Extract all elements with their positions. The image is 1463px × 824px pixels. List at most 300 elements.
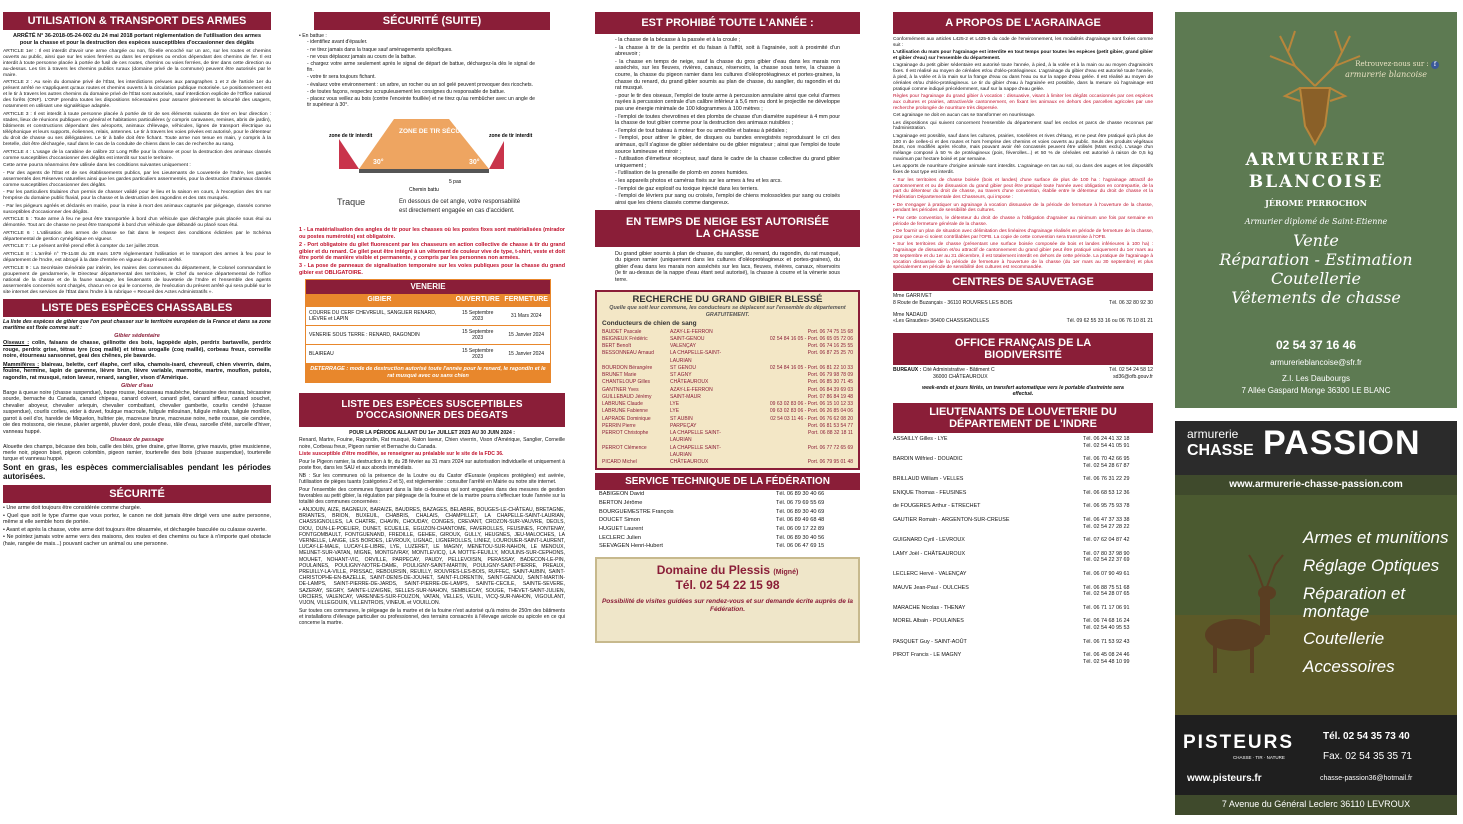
ad2-mail[interactable]: chasse-passion36@hotmail.fr xyxy=(1320,775,1413,782)
conducteur-row xyxy=(602,416,853,423)
agr-p7: L'agrainage est possible, sauf dans les cultures, prairies, roselières et rives d'étang, et ne peut être pratiqué qu'à plus de 100 m de celles-ci et des routes et hors l'emprise des chemins et voies ouverts au public. Seuls des produits végétaux bruts, non modifiés après récolte, mais pouvant avoir été concassés peuvent être utilisés (Maïs exclu). L'usage d'un mélange composé à 50 % de protéagineux (pois, féverolles...) et 50 % de céréales est autorisé à raison de 0,5 kg maximum par hectare boisé et par semaine. xyxy=(893,133,1153,163)
prohibe-item: - l'utilisation de la grenaille de plomb en zones humides. xyxy=(615,170,749,177)
lieutenant-name: PASQUET Guy - SAINT-AOÛT xyxy=(893,638,967,645)
lieutenants-list xyxy=(893,433,1153,665)
pisteurs-sub: CHASSE · TIR · NATURE xyxy=(1233,755,1285,760)
conducteur-row xyxy=(602,379,853,386)
venerie-cell: 15 Septembre 2023 xyxy=(453,345,503,364)
lieutenant-tel-1: Tél. 07 80 37 98 90 xyxy=(1083,550,1130,557)
article-paragraph: ARTICLE 2 : Au sein du domaine privé de l'État, les interdictions prévues aux paragraphes 1 et 2 de l'article 1er du présent arrêté ne s'appliquent qu'aux routes et chemins ouverts à la circulation publique motorisée. Le positionnement est et le tir à travers les autres chemins du domaine privé de l'État sont autorisés, sauf interdiction explicite de l'Office national des forêts (ONF). L'ONF prendra toutes les dispositions nécessaires pour assurer pleinement la sécurité des usagers, notamment en utilisant une signalétique adaptée. xyxy=(3,80,271,110)
ad2-service: Réglage Optiques xyxy=(1303,555,1440,575)
lieutenant-row xyxy=(893,456,1153,469)
conducteur-name: PICARD Michel xyxy=(602,459,637,466)
venerie-col-header: OUVERTURE xyxy=(453,294,503,307)
conducteur-tel: 02 54 03 11 46 - Port. 06 76 62 08 20 xyxy=(770,415,853,422)
zone-left-label: zone de tir interdit xyxy=(329,133,373,140)
conducteur-tel: Port. 06 79 98 78 09 xyxy=(807,372,853,379)
conducteur-tel: Port. 06 74 16 25 55 xyxy=(807,343,853,350)
agr-red: • De fournir un plan de situation avec délimitation des linéaires d'agrainage réalisés en période de fermeture de la chasse, pour que ceux-ci soient contrôlables par l'OFB. La copie de cette convention sera transmise à l'OFB. xyxy=(893,228,1153,240)
venerie-box xyxy=(305,279,551,382)
neige-text: Du grand gibier soumis à plan de chasse, du sanglier, du renard, du ragondin, du rat musqué, du pigeon ramier (uniquement dans les cultures d'oléoprotéagineux et portes-graines), du gibier d'eau dans les marais non asséchés sur les lacs, fleuves, rivières, canaux, réservoirs (le tir au-dessus de la nappe d'eau étant seul autorisé), la chasse à courre et la vènerie sous terre. xyxy=(615,250,840,283)
conducteur-tel: Port. 06 79 95 01 48 xyxy=(807,459,853,466)
tir-diagram xyxy=(299,109,565,227)
sauvetage-row xyxy=(893,318,1153,324)
plessis-name: Domaine du Plessis (Migné) xyxy=(656,563,799,578)
sauvetage-entry xyxy=(893,312,1153,324)
battue-label: • En battue : xyxy=(299,33,327,40)
ofb-note: week-ends et jours fériés, un transfert automatique vers le portable d'astreinte sera effectué. xyxy=(922,384,1124,398)
chemin-label: Chemin battu xyxy=(409,187,439,194)
lieutenant-name: LAMY Joël - CHÂTEAUROUX xyxy=(893,550,966,557)
conducteur-name: BESSONNEAU Arnaud xyxy=(602,350,654,357)
article-paragraph: - Par les particuliers titulaires d'un permis de chasser validé pour le lieu et la saison en cours, à l'exception des tirs sur l'emprise du domaine public fluvial, pour la chasse et la destruction des ragondins et des rats musqués. xyxy=(3,190,271,202)
service-row xyxy=(599,508,856,517)
deer-logo xyxy=(1250,26,1380,156)
battue-item: - placez vous veillez au bois (contre l'enceinte fouillée) et ne tirez qu'au rembûcher avec un angle de tir supérieur à 30°. xyxy=(307,95,535,109)
ad2-small2: CHASSE xyxy=(1187,442,1254,459)
conducteur-tel: 02 54 84 16 05 - Port. 06 65 05 72 06 xyxy=(769,335,853,342)
conducteur-town: AZAY-LE-FERRON xyxy=(670,328,713,335)
service-tel: Tél. 06 89 49 68 48 xyxy=(776,517,825,524)
agr-red: • De s'engager à pratiquer un agrainage à vocation dissuasive de la période de fermeture à l'ouverture de la chasse, pendant les périodes de sensibilité des cultures. xyxy=(893,202,1153,214)
venerie-header-row xyxy=(306,294,550,307)
lieutenant-tel-1: Tél. 06 71 17 06 91 xyxy=(1083,604,1130,611)
securite-item: • Ne pointez jamais votre arme vers des maisons, des routes et des chemins ou face à n'importe quel obstacle (haie, rangée de mais...) pouvant cacher un animal ou une personne. xyxy=(3,534,271,548)
article-paragraph: ARTICLE 4 : L'usage de la carabine de calibre 22 Long Rifle pour la chasse et pour la destruction des animaux classés comme susceptibles d'occasionner des dégâts est interdit sur tout le territoire. xyxy=(3,149,271,161)
conducteur-row xyxy=(602,423,853,430)
conducteur-tel: Port. 06 77 72 65 69 xyxy=(807,444,853,451)
prohibe-item: - l'emploi, pour attirer le gibier, de disques ou bandes enregistrés reproduisant le cri des animaux, qu'il s'agisse de gibier sédentaire ou de gibier migrateur ; ainsi que l'emploi de toute source lumineuse et miroir ; xyxy=(615,135,840,155)
conducteur-name: LABRUNE Fabienne xyxy=(602,408,648,415)
conducteur-row xyxy=(602,394,853,401)
lieutenant-tel-1: Tél. 06 70 42 66 95 xyxy=(1083,456,1130,463)
mammiferes-text: Mammifères : blaireau, belette, cerf élaphe, cerf sika, chamois-isard, chevreuil, chien viverrin, daim, fouine, hermine, lapin de garenne, lièvre brun, lièvre variable, marmotte, martre, mouflon, putois, ragondin, rat musqué, raton laveur, renard, sanglier, vison d'Amérique. xyxy=(3,361,271,382)
lieutenant-tel-1: Tél. 06 74 68 16 24 xyxy=(1083,618,1130,625)
arrete-title: ARRÊTÉ N° 36-2018-05-24-002 du 24 mai 2018 portant réglementation de l'utilisation des armes pour la chasse et pour la destruction des espèces susceptibles d'occasionner des dégâts xyxy=(12,33,262,46)
ad1-service: Vêtements de chasse xyxy=(1231,287,1401,307)
lieutenant-row xyxy=(893,605,1153,612)
column-3 xyxy=(595,0,860,824)
conducteur-tel: Port. 06 74 75 15 68 xyxy=(807,328,853,335)
conducteur-town: SAINT-GENOU xyxy=(670,335,705,342)
venerie-cell: 15 Janvier 2024 xyxy=(502,345,550,364)
passage-title: Oiseaux de passage xyxy=(110,436,164,443)
passage-text: Alouette des champs, bécasse des bois, caille des blés, grive draine, grive litorne, grive mauvis, grive musicienne, merle noir, pigeon biset, pigeon colombin, pigeon ramier, tourterelle des bois (chasse suspendue), tourterelle turque et vanneau huppé. xyxy=(3,443,271,463)
deterrage-note: DETERRAGE : mode de destruction autorisé toute l'année pour le renard, le ragondin et le rat musqué avec ou sans chien xyxy=(306,364,550,381)
conducteur-name: BOURDON Bérangère xyxy=(602,364,653,371)
lieutenant-tels xyxy=(1083,652,1153,665)
lieutenant-tel-2: Tél. 02 54 41 05 91 xyxy=(1083,442,1130,449)
prohibe-list xyxy=(595,37,860,206)
lieutenant-tel-1: Tél. 06 47 37 33 38 xyxy=(1083,517,1130,524)
battue-item: - chargez votre arme seulement après le signal de départ de battue, déchargez-la dès le signal de fin. xyxy=(307,60,535,74)
conducteur-town: LYE xyxy=(670,408,680,415)
venerie-table xyxy=(306,294,550,364)
article-paragraph: ARTICLE 7 : Le présent arrêté prend effet à compter du 1er juillet 2018. xyxy=(3,244,160,250)
conducteur-tel: Port. 06 85 30 71 45 xyxy=(807,379,853,386)
lieutenant-tel-2: Tél. 02 54 28 67 87 xyxy=(1083,462,1130,469)
lieutenant-row xyxy=(893,537,1153,544)
ad1-addr1: Z.I. Les Daubourgs xyxy=(1281,374,1351,383)
lieutenant-tel-1: Tél. 06 24 41 32 18 xyxy=(1083,435,1130,442)
battue-item: - votre tir sera toujours fichant. xyxy=(307,74,376,81)
lieutenant-row xyxy=(893,476,1153,483)
ofb-header: OFFICE FRANÇAIS DE LA BIODIVERSITÉ xyxy=(893,333,1153,365)
service-name: DOUCET Simon xyxy=(599,517,640,524)
lieutenant-tels xyxy=(1083,476,1153,483)
conducteur-tel: Port. 06 81 53 54 77 xyxy=(807,422,853,429)
eau-title: Gibier d'eau xyxy=(120,383,154,390)
conducteur-tel: Port. 07 86 84 19 48 xyxy=(807,393,853,400)
ad1-diplome: Armurier diplomé de Saint-Etienne xyxy=(1244,217,1388,226)
venerie-cell: 31 Mars 2024 xyxy=(502,307,550,326)
ad2-service: Accessoires xyxy=(1303,657,1395,677)
conducteur-row xyxy=(602,430,853,445)
conducteur-town: PARPEÇAY xyxy=(670,422,697,429)
lieutenant-row xyxy=(893,517,1153,530)
ad2-web[interactable]: www.armurerie-chasse-passion.com xyxy=(1229,479,1403,490)
conducteur-name: PERROT Christophe xyxy=(602,430,649,437)
lieutenant-name: MOREL Albain - POULAINES xyxy=(893,618,964,625)
lieutenant-tels xyxy=(1083,605,1153,612)
communes-list: • ANJOUIN, AIZE, BAGNEUX, BARAIZE, BAUDRES, BAZAGES, BELABRE, BOUGES-LE-CHÂTEAU, BRETAGNE, BRIANTES, BRION, BUXEUIL, CHABRIS, CHALAIS, CHAMPILLET, LA CHAPELLE-SAINT-LAURIAN, CHASSIGNOLLES, LA CHATRE, CHAVIN, CHOUDAY, CONGES, CREVANT, CROZON-SUR-VAUVRE, DEOLS, DIOU, DUN-LE-POELIER, DUNET, ECUEILLE, EGUZON-CHANTOME, FAVEROLLES, FEUSINES, FONTENAY, FONTGOMBAULT, FONTGUENAND, FREDILLE, GEHEE, GIROUX, GULLY, HEUGNES, JEU-MALOCHES, LA VERNELLE, LANGE, LES BORDES, LEVROUX, LIGNAC, LIGNEROLLES, LINIEZ, LOUROUER-SAINT-LAURENT, LUCAY-LE-MALE, LUCAY-LE-LIBRE, LYE, LUZERET, LE MAGNY, MENETOU-SUR-NAHON, LE MENOUX, MEUNET-SUR-VATAN, MIGNE, MONTGIVRAY, MONTLEVICQ, LA MOTTE-FEUILLY, MOULINS-SUR-CEPHONS, MOUHET, NOHANT-VIC, ORVILLE, PARPECAY, PAUDY, PELLEVOISIN, PERASSAY, BADECON-LE-PIN, POULAINES, POULIGNY-NOTRE-DAME, POULIGNY-SAINT-MARTIN, POULIGNY-SAINT-PIERRE, PREAUX, PREUILLY-LA-VILLE, PRISSAC, REBOURSIN, REUILLY, ROUVRES-LES-BOIS, RUFFEC, SAINT-AUBIN, SAINT-CHRISTOPHE-EN-BAZELLE, SAINT-DENIS-DE-JOUHET, SAINT-FLORENTIN, SAINT-GENOU, SAINT-MARTIN-DE-LAMPS, SAINT-PIERRE-DE-JARDS, SAINT-PIERRE-DE-LAMPS, SAINTE-CECILE, SAINTE-SEVERE, SAZERAY, SEGRY, SAINTE-LIZAIGNE, SELLES-SUR-NAHON, SEMBLECAY, SOUGE, THEVET-SAINT-JULIEN, URCIERS, VALENCAY, VARENNES-SUR-FOUZON, VATAN, VELLES, VEUIL, VICQ-SUR-NAHON, VIGOULANT, VIJON, VILLEGOUIN, VILLENTROIS, VINEUIL et VOUILLON. xyxy=(299,506,565,607)
lieutenants-header: LIEUTENANTS DE LOUVETERIE DU DÉPARTEMENT DE L'INDRE xyxy=(893,403,1153,433)
caption-1: En dessous de cet angle, votre responsabilité xyxy=(399,199,521,206)
red-rule: 3 - La pose de panneaux de signalisation temporaire sur les voies publiques pour la chasse du grand gibier est OBLIGATOIRE. xyxy=(299,263,565,276)
article-paragraph: - Par des agents de l'État et de ses établissements publics, par les Lieutenants de Louveterie de l'Indre, les gardes assermentés des Réserves naturelles ainsi que les gardes particuliers assermentés, pour la destruction d'animaux classés comme susceptibles d'occasionner des dégâts. xyxy=(3,170,271,188)
ad1-service: Vente xyxy=(1293,231,1339,250)
sauvetage-header: CENTRES DE SAUVETAGE xyxy=(893,273,1153,291)
lieutenant-tel-1: Tél. 06 88 75 51 68 xyxy=(1083,584,1130,591)
especes-header: LISTE DES ESPÈCES CHASSABLES xyxy=(3,299,271,317)
red-rule: 2 - Port obligatoire du gilet fluorescent par les chasseurs en action collective de chasse à tir du grand gibier et du renard. Ce gilet peut être intégré à un vêtement de couleur vive de type, t-shirt, veste et doit être porté de manière visible et permanente, y compris par les personnes non armées. xyxy=(299,242,565,262)
service-name: HUGUET Laurent xyxy=(599,526,644,533)
chemin xyxy=(359,169,489,173)
battue-item: - identifiez avant d'épauler. xyxy=(307,39,368,46)
lieutenant-tel-2: Tél. 02 54 22 37 69 xyxy=(1083,557,1130,564)
lieutenant-row xyxy=(893,503,1153,510)
conducteur-name: BEIGNEUX Frédéric xyxy=(602,335,648,342)
lieutenant-row xyxy=(893,571,1153,578)
service-list xyxy=(595,490,860,551)
ad1-name2: BLANCOISE xyxy=(1248,172,1384,192)
rgg-list xyxy=(602,329,853,467)
ad2-service: Armes et munitions xyxy=(1303,528,1449,547)
lieutenant-tel-2: Tél. 02 54 28 07 65 xyxy=(1083,591,1130,598)
service-name: BABIGEON David xyxy=(599,491,645,498)
lieutenant-row xyxy=(893,639,1153,646)
securite-item: • Avant et après la chasse, votre arme doit toujours être désarmée, et déchargée basculée ou culasse ouverte. xyxy=(3,526,267,533)
lieutenant-row xyxy=(893,652,1153,665)
zone-interdite-left xyxy=(339,139,359,169)
lieutenant-tel-1: Tél. 07 62 04 87 42 xyxy=(1083,537,1130,544)
venerie-row xyxy=(306,345,550,364)
conducteur-town: CHÂTEAUROUX xyxy=(670,379,709,386)
conducteur-row xyxy=(602,343,853,350)
conducteur-row xyxy=(602,401,853,408)
zone-interdite-right xyxy=(489,141,504,169)
conducteur-row xyxy=(602,329,853,336)
agr-p6: Les dispositions qui suivent concernent l'ensemble du département sauf les enclos et parcs de chasse reconnus par l'administration. xyxy=(893,120,1153,132)
conducteur-name: BERT Benoît xyxy=(602,343,631,350)
venerie-title: VENERIE xyxy=(306,280,550,294)
sauvetage-list xyxy=(893,291,1153,332)
lieutenant-tel-1: Tél. 06 71 53 92 43 xyxy=(1083,638,1130,645)
conducteur-row xyxy=(602,408,853,415)
traque-label: Traque xyxy=(337,197,366,208)
agr-p8: Les apports de nourriture d'origine animale sont interdits. L'agrainage en tas au sol, ou dans des auges et les dispositifs fixes de tout type est interdit. xyxy=(893,164,1153,176)
degats-p1: Renard, Martre, Fouine, Ragondin, Rat musqué, Raton laveur, Chien viverrin, Vison d'Amérique, Sanglier, Corneille noire, Corbeau freux, Pigeon ramier et Bernache du Canada. xyxy=(299,437,565,450)
battue-item: - ne vous déplacez jamais au cours de la battue. xyxy=(307,53,417,60)
degats-p3: NB : Sur les communes où la présence de la Loutre ou du Castor d'Eurasie (espèces protégées) est avérée, l'utilisation de pièges tuants (catégories 2 et 5), est réglementée : consulter l'arrêté en Mairie ou notre site internet. xyxy=(299,472,565,486)
lieutenant-row xyxy=(893,618,1153,631)
lieutenant-tels xyxy=(1083,456,1153,469)
zone-mid-label: ZONE DE TIR SÉCURISÉE xyxy=(399,128,480,136)
ad1-service: Coutellerie xyxy=(1270,268,1361,288)
prohibe-item: - la chasse à tir de la perdrix et du faisan à l'affût, soit à l'agrainée, soit à proximité d'un abreuvoir ; xyxy=(615,44,840,58)
ad1-service: Réparation - Estimation xyxy=(1219,249,1413,269)
lieutenant-tels xyxy=(1083,436,1153,449)
battue-item: - de toutes façons, respectez scrupuleusement les consignes du responsable de battue. xyxy=(307,88,506,95)
degats-p1-red: Liste susceptible d'être modifiée, se renseigner au préalable sur le site de la FDC 36. xyxy=(299,451,504,458)
lieutenant-tels xyxy=(1083,571,1153,578)
conducteur-row xyxy=(602,336,853,343)
securite-item: • Une arme doit toujours être considérée comme chargée. xyxy=(3,505,142,512)
ad1-services xyxy=(1175,232,1457,308)
service-tel: Tél. 06 89 30 40 66 xyxy=(776,491,825,498)
angle-left: 30° xyxy=(373,159,384,167)
agr-p1: Conformément aux articles L425-2 et L425-5 du code de l'environnement, les modalités d'agrainage sont fixées comme suit : xyxy=(893,37,1153,48)
agr-p3: L'agrainage du petit gibier sédentaire est autorisé toute l'année, à pied, à la volée et à la main ou au moyen d'agrainoirs fixes. Il est réalisé au moyen de céréales et/ou d'oléo-protéagineux. L'agrainage du gibier d'eau est autorisé toute l'année, à pied, à la volée et à la main sur la frange d'eau ou dans l'eau ou sur la nappe d'eau gelée. Il est réalisé au moyen de céréales et/ou d'oléo-protéagineux. Le tir du gibier d'eau à l'agrainée est possible, dans la mesure où l'agrainage est pratiqué comme indiqué précédemment, sauf sur la nappe d'eau gelée. xyxy=(893,63,1153,92)
agr-red: • Sur les territoires de chasse boisée (bois et landes) d'une surface de plus de 100 ha : l'agrainage attractif de cantonnement et ou de dissuasion du grand gibier peut être pratiqué toute l'année avec obligation en contrepartie, de la part du détenteur du droit de chasse, au travers d'une convention, établie entre le détenteur du droit de chasse et la Fédération Départementale des Chasseurs, qui impose : xyxy=(893,177,1153,201)
oiseaux-text: Oiseaux : colin, faisans de chasse, gélinotte des bois, lagopède alpin, perdrix bartavelle, perdrix rouge, perdrix grise, tétras lyre (coq maillé) et tétras urogalle (coq maillé), corbeau freux, corneille noire, étourneau sansonnet, geai des chênes, pie bavarde. xyxy=(3,340,271,360)
article-paragraph: - Par les piégeurs agréés et déclarés en mairie, pour la mise à mort des animaux capturés par piégeage, classés comme susceptibles d'occasionner des dégâts. xyxy=(3,203,271,215)
lieutenant-tels xyxy=(1083,585,1153,598)
column-1 xyxy=(3,0,271,824)
prohibe-item: - l'emploi de toutes chevrotines et des plombs de chasse d'un diamètre supérieur à 4 mm pour la chasse de tout gibier comme pour la destruction des animaux nuisibles ; xyxy=(615,113,840,127)
venerie-cell: 15 Septembre 2023 xyxy=(453,325,503,344)
conducteur-name: LABRUNE Claude xyxy=(602,401,643,408)
conducteur-town: VALENÇAY xyxy=(670,343,696,350)
lieutenant-name: MARACHE Nicolas - THENAY xyxy=(893,604,966,611)
conducteur-town: ST GENOU xyxy=(670,364,697,371)
ad-armurerie-blancoise xyxy=(1175,12,1457,408)
article-paragraph: ARTICLE 3 : Il est interdit à toute personne placée à portée de tir de ses éléments suivants de tirer en leur direction : stades, lieux de réunions publiques en général et habitations particulières (y compris caravanes, remises, abris de jardin), bâtiments et constructions dépendant des aéroports, animaux d'élevage, véhicules, lignes de transport électrique ou téléphonique et leurs supports, éoliennes, relais, antennes. Le tir à travers les voies privées est autorisé, pour le détenteur du droit de chasse ou ses délégataires. Le tir à balle doit être fichant. Toute arme non tenue en main, y compris à la bretelle, doit être déchargée, sauf dans le cas de la conduite de chiens dans le cas de recherche au sang. xyxy=(3,111,271,147)
ad1-owner: JÉROME PERROCHON xyxy=(1265,198,1367,208)
lieutenant-tel-1: Tél. 06 45 08 24 46 xyxy=(1083,652,1130,659)
venerie-cell: COURRE DU CERF CHEVREUIL, SANGLIER RENARD, LIÈVRE et LAPIN xyxy=(306,307,453,326)
conducteur-row xyxy=(602,372,853,379)
ad2-service: Réparation et montage xyxy=(1303,583,1406,621)
venerie-col-header: GIBIER xyxy=(306,294,453,307)
service-row xyxy=(599,534,856,543)
sauvetage-entry xyxy=(893,293,1153,305)
conducteur-town: AZAY-LE-FERRON xyxy=(670,386,713,393)
article-paragraph: ARTICLE 5 : Toute arme à feu ne peut être transportée à bord d'un véhicule que déchargée puis placée sous étui ou démontée. Tout arc de chasse ne peut être transporté à bord d'un véhicule que débandé ou placé sous étui. xyxy=(3,217,271,229)
lieutenant-name: GUIGNARD Cyril - LEVROUX xyxy=(893,537,965,544)
especes-intro: La liste des espèces de gibier que l'on peut chasser sur le territoire européen de la France et dans sa zone maritime est fixée comme suit : xyxy=(3,318,271,332)
lieutenant-tels xyxy=(1083,537,1153,544)
conducteur-tel: 02 54 84 16 05 - Port. 06 81 22 10 33 xyxy=(769,364,853,371)
conducteur-name: BAUDET Pascale xyxy=(602,328,642,335)
prohibe-item: - la chasse en temps de neige, sauf la chasse du gros gibier d'eau dans les marais non asséchés, sur les fleuves, rivières, canaux, réservoirs, la chasse sous terre, la chasse à courre, la chasse du pigeon ramier dans les cultures d'oléoprotéagineux et portes-graines, la chasse du renard, du grand gibier soumis au plan de chasse, du sanglier, du ragondin et du rat musqué. xyxy=(615,58,840,92)
conducteur-row xyxy=(602,459,853,466)
lieutenant-name: de FOUGERES Arthur - ETRECHET xyxy=(893,503,981,510)
lieutenant-tels xyxy=(1083,503,1153,510)
lieutenant-name: ENIQUE Thomas - FEUSINES xyxy=(893,489,967,496)
lieutenant-tel-1: Tél. 06 68 53 12 36 xyxy=(1083,489,1130,496)
column-4 xyxy=(893,0,1153,824)
prohibe-header: EST PROHIBÉ TOUTE L'ANNÉE : xyxy=(595,12,860,34)
conducteur-name: GANTNER Yves xyxy=(602,386,639,393)
ad1-mail[interactable]: armurerieblancoise@sfr.fr xyxy=(1270,358,1362,367)
venerie-cell: 15 Septembre 2023 xyxy=(453,307,503,326)
pas-label: 5 pas xyxy=(449,179,462,186)
conducteur-name: BRUNET Marie xyxy=(602,372,637,379)
ad2-tel: Tél. 02 54 35 73 40 xyxy=(1323,731,1410,742)
ad-chasse-passion xyxy=(1175,421,1457,815)
venerie-col-header: FERMETURE xyxy=(502,294,550,307)
battue-item: - ne tirez jamais dans la traque sauf aménagements spécifiques. xyxy=(307,46,453,53)
lieutenant-tels xyxy=(1083,517,1153,530)
conducteur-tel: Port. 06 84 39 69 03 xyxy=(807,386,853,393)
lieutenant-tels xyxy=(1083,618,1153,631)
venerie-row xyxy=(306,307,550,326)
lieutenant-name: GAUTIER Romain - ARGENTON-SUR-CREUSE xyxy=(893,517,1010,524)
agr-red: • Sur les territoires de chasse (présentant une surface boisée composée de bois et landes inférieures à 100 ha) : l'agrainage de dissuasion et/ou attractif de cantonnement du grand gibier peut être pratiqué uniquement du 1er mars au 30 septembre et du 1er au 31 décembre, il est totalement interdit en dehors de cette période. La pratique de l'agrainage à vocation dissuasive de la période de fermeture à l'ouverture de la chasse (du 1er mars au 30 septembre) et plus spécialement en période de sensibilité des cultures est recommandée. xyxy=(893,242,1153,271)
article-paragraph: ARTICLE 9 : La Secrétaire Générale par intérim, les maires des communes du département, le Colonel commandant le groupement de gendarmerie, le Directeur départemental des territoires, le Chef du service départemental de l'office national de la chasse et de la faune sauvage, les lieutenants de louveterie de l'Indre et l'ensemble des agents assermentés concernés sont chargés, chacun en ce qui le concerne, de l'exécution du présent arrêté qui sera publié sur le site internet des services de l'État dans l'Indre à la rubrique « Recueil des Actes Administratifs ». xyxy=(3,265,271,295)
lieutenant-tel-1: Tél. 06 95 75 93 78 xyxy=(1083,503,1130,510)
utilisation-header: UTILISATION & TRANSPORT DES ARMES xyxy=(3,12,271,30)
securite-header: SÉCURITÉ xyxy=(3,485,271,503)
service-tel: Tél. 06 06 47 69 15 xyxy=(776,543,825,550)
conducteur-town: LA CHAPELLE-SAINT-LAURIAN xyxy=(670,350,722,364)
service-row xyxy=(599,516,856,525)
plessis-note: Possibilité de visites guidées sur rendez-vous et sur demande écrite auprès de la Fédération. xyxy=(601,598,854,614)
degats-p5: Sur toutes ces communes, le piégeage de la martre et de la fouine n'est autorisé qu'à moins de 250m des bâtiments et installations d'élevage particulier ou professionnel, des terrains consacrés à l'élevage avicole ou apicole en ce qui concerne la martre. xyxy=(299,607,565,627)
conducteur-row xyxy=(602,387,853,394)
venerie-row xyxy=(306,325,550,344)
prohibe-item: - l'emploi de lévriers pur sang ou croisés, l'emploi de chiens molossoïdes pur sang ou croisés ainsi que les chiens classés comme dangereux. xyxy=(615,193,840,206)
lieutenant-tels xyxy=(1083,490,1153,497)
securite-suite-header: SÉCURITÉ (SUITE) xyxy=(314,12,550,30)
sauvetage-name: Mme NADAUD xyxy=(893,311,928,318)
service-tel: Tél. 06 89 30 40 69 xyxy=(776,508,825,515)
degats-p2: Pour le Pigeon ramier, la destruction à tir, du 28 février au 31 mars 2024 sur autorisation individuelle et uniquement à poste fixe, dans les SAU et aux abords immédiats. xyxy=(299,459,565,472)
caption-2: est directement engagée en cas d'accident. xyxy=(399,208,515,215)
lieutenant-tels xyxy=(1083,551,1153,564)
conducteur-town: ST AUBIN xyxy=(670,415,693,422)
conducteur-town: LA CHAPELLE SAINT-LAURIAN xyxy=(670,430,721,444)
lieutenant-row xyxy=(893,490,1153,497)
conducteur-name: PERRIN Pierre xyxy=(602,422,636,429)
articles xyxy=(3,49,271,296)
article-paragraph: ARTICLE 1er : Il est interdit d'avoir une arme chargée ou non, fût-elle encoché sur un arc, sur les routes et chemins ouverts au public, ainsi que sur les voies ferrées ou dans les emprises ou enclos dépendant des chemins de fer. Il est interdit à toute personne placée à portée de fusil de ces routes, chemins ou voies ferrées, de tirer dans cette direction ou au-dessus. Les tirs à travers les chemins publics ruraux (domaine privé de la commune) peuvent être autorisés par le maire. xyxy=(3,48,271,78)
service-row xyxy=(599,499,856,508)
conducteur-name: LAPRADE Dominique xyxy=(602,415,651,422)
conducteur-tel: 09 63 02 83 06 - Port. 06 26 85 04 06 xyxy=(769,408,853,415)
plessis-tel: Tél. 02 54 22 15 98 xyxy=(675,577,780,592)
lieutenant-name: LECLERC Hervé - VALENÇAY xyxy=(893,571,967,578)
ad2-service: Coutellerie xyxy=(1303,629,1385,649)
conducteur-town: ST AGNY xyxy=(670,372,692,379)
rgg-intro: Quelle que soit leur commune, les conducteurs se déplacent sur l'ensemble du département GRATUITEMENT. xyxy=(609,305,846,318)
fb-find: Retrouvez-nous sur : f xyxy=(1355,60,1439,69)
agr-p4: Règles pour l'agrainage du grand gibier à vocation : dissuasive, visant à limiter les dégâts occasionnés par ces espèces aux cultures et prairies, attractive/de cantonnement, en fixant les animaux en dehors des parcelles agricoles par une recherche prolongée de nourriture très dispersée. xyxy=(893,94,1153,111)
degats-p4: Pour l'ensemble des communes figurant dans la liste ci-dessous qui sont engagées dans des mesures de gestion favorables au petit gibier, la régulation par piégeage de la fouine et de la martre pourra s'effectuer toute l'année sur la totalité des communes concernées : xyxy=(299,486,565,506)
column-2 xyxy=(299,0,565,824)
ad2-big: PASSION xyxy=(1263,424,1421,462)
conducteur-row xyxy=(602,365,853,372)
service-tel: Tél. 06 89 30 40 56 xyxy=(776,534,825,541)
article-paragraph: Cette arme pourra néanmoins être utilisée dans les conditions suivantes uniquement : xyxy=(3,163,191,169)
eau-text: Barge à queue noire (chasse suspendue), barge rousse, bécasseau maubèche, bécassine des marais, bécassine sourde, bernache du Canada, canard chipeau, canard colvert, canard pilet, canard siffleur, canard souchet, chevalier aboyeur, chevalier arlequin, chevalier combattant, chevalier gambette, courlis cendré (chasse suspendue), courlis corlieu, eider à duvet, foulque macroule, fuligule milouinan, fuligule milouin, fuligule morillon, garrot à oeil d'or, harelde de Miquelon, huîtrier pie, macreuse brune, macreuse noire, nette rousse, oie cendrée, oie des moissons, oie rieuse, pluvier argenté, pluvier doré, poule d'eau, râle d'eau, sarcelle d'été, sarcelle d'hiver, vanneau huppé. xyxy=(3,390,271,435)
agr-p2: L'utilisation du maïs pour l'agrainage est interdite en tout temps pour toutes les espèces (petit gibier, grand gibier et gibier d'eau) sur l'ensemble du département. xyxy=(893,50,1153,62)
lieutenant-tel-1: Tél. 06 76 31 22 29 xyxy=(1083,476,1130,483)
service-row xyxy=(599,542,856,551)
venerie-cell: VENERIE SOUS TERRE : RENARD, RAGONDIN xyxy=(306,325,453,344)
service-header: SERVICE TECHNIQUE DE LA FÉDÉRATION xyxy=(595,473,860,490)
conducteur-name: PERROT Clémence xyxy=(602,444,647,451)
article-paragraph: ARTICLE 8 : L'arrêté n° 79-1148 du 28 mars 1979 réglementant l'utilisation et le transport des armes à feu pour le département de l'Indre, est abrogé à la date d'entrée en vigueur du présent arrêté. xyxy=(3,251,271,263)
ad2-web2[interactable]: www.pisteurs.fr xyxy=(1187,773,1262,784)
prohibe-item: - la chasse de la bécasse à la passée et à la croule ; xyxy=(615,37,741,44)
ad2-addr: 7 Avenue du Général Leclerc 36110 LEVROUX xyxy=(1221,799,1411,809)
conducteur-tel: Port. 06 87 25 25 70 xyxy=(807,350,853,357)
conducteur-town: LA CHAPELLE SAINT-LAURIAN xyxy=(670,444,721,458)
securite-item: • Quel que soit le type d'arme que vous portez, le canon ne doit jamais être dirigé vers une autre personne, même si elle semble hors de portée. xyxy=(3,512,271,526)
angle-right: 30° xyxy=(469,159,480,167)
lieutenant-name: PIROT Francis - LE MAGNY xyxy=(893,652,962,659)
red-rule: 1 - La matérialisation des angles de tir pour les chasses où les postes fixes sont matérialisées (mirador ou postes numérotés) est obligatoire. xyxy=(299,227,565,240)
lieutenant-row xyxy=(893,436,1153,449)
pisteurs-brand: PISTEURS xyxy=(1183,732,1295,753)
agrainage-header: A PROPOS DE L'AGRAINAGE xyxy=(893,12,1153,34)
red-rules xyxy=(299,227,565,276)
prohibe-item: - l'utilisation d'émetteur récepteur, sauf dans le cadre de la chasse collective du grand gibier uniquement ; xyxy=(615,156,840,169)
degats-header: LISTE DES ESPÈCES SUSCEPTIBLES D'OCCASIONNER DES DÉGATS xyxy=(299,393,565,427)
lieutenant-tel-2: Tél. 02 54 27 28 22 xyxy=(1083,523,1130,530)
sedentaire-title: Gibier sédentaire xyxy=(114,333,160,340)
ad2-services xyxy=(1303,529,1453,686)
ad2-small1: armurerie xyxy=(1187,427,1239,441)
conducteur-town: LYE xyxy=(670,401,680,408)
rgg-title: RECHERCHE DU GRAND GIBIER BLESSÉ xyxy=(632,293,823,305)
service-name: BOURGUEMESTRE François xyxy=(599,508,674,515)
venerie-cell: 15 Janvier 2024 xyxy=(502,325,550,344)
facebook-icon: f xyxy=(1431,61,1439,69)
conducteur-name: GUILLEBAUD Jérémy xyxy=(602,393,652,400)
sauvetage-row xyxy=(893,300,1153,306)
agr-p5: Cet agrainage ne doit en aucun cas se transformer en nourrissage. xyxy=(893,113,1036,119)
neige-header: EN TEMPS DE NEIGE EST AUTORISÉE LA CHASSE xyxy=(595,210,860,246)
conducteur-tel: 09 63 02 83 06 - Port. 06 15 10 12 33 xyxy=(769,401,853,408)
prohibe-item: - les appareils photos et caméras fixés sur les armes à feu et les arcs. xyxy=(615,177,782,184)
ad2-fax: Fax. 02 54 35 35 71 xyxy=(1323,751,1412,762)
lieutenant-tel-2: Tél. 02 54 40 95 53 xyxy=(1083,625,1130,631)
conducteur-town: SAINT-MAUR xyxy=(670,393,701,400)
battue-item: - évaluez votre environnement : un arbre, un rocher ou un sol gelé peuvent provoquer des ricochets. xyxy=(307,81,533,88)
agr-reds xyxy=(893,178,1153,272)
zone-right-label: zone de tir interdit xyxy=(489,133,533,140)
plessis-box xyxy=(595,557,860,643)
service-name: BERTON Jérôme xyxy=(599,500,643,507)
fb-name[interactable]: armurerie blancoise xyxy=(1345,70,1427,79)
ad1-tel: 02 54 37 16 46 xyxy=(1275,338,1357,352)
lieutenant-tel-1: Tél. 06 07 90 49 61 xyxy=(1083,571,1130,578)
lieutenant-tels xyxy=(1083,639,1153,646)
lieutenant-name: ASSAILLY Gilles - LYE xyxy=(893,435,948,442)
